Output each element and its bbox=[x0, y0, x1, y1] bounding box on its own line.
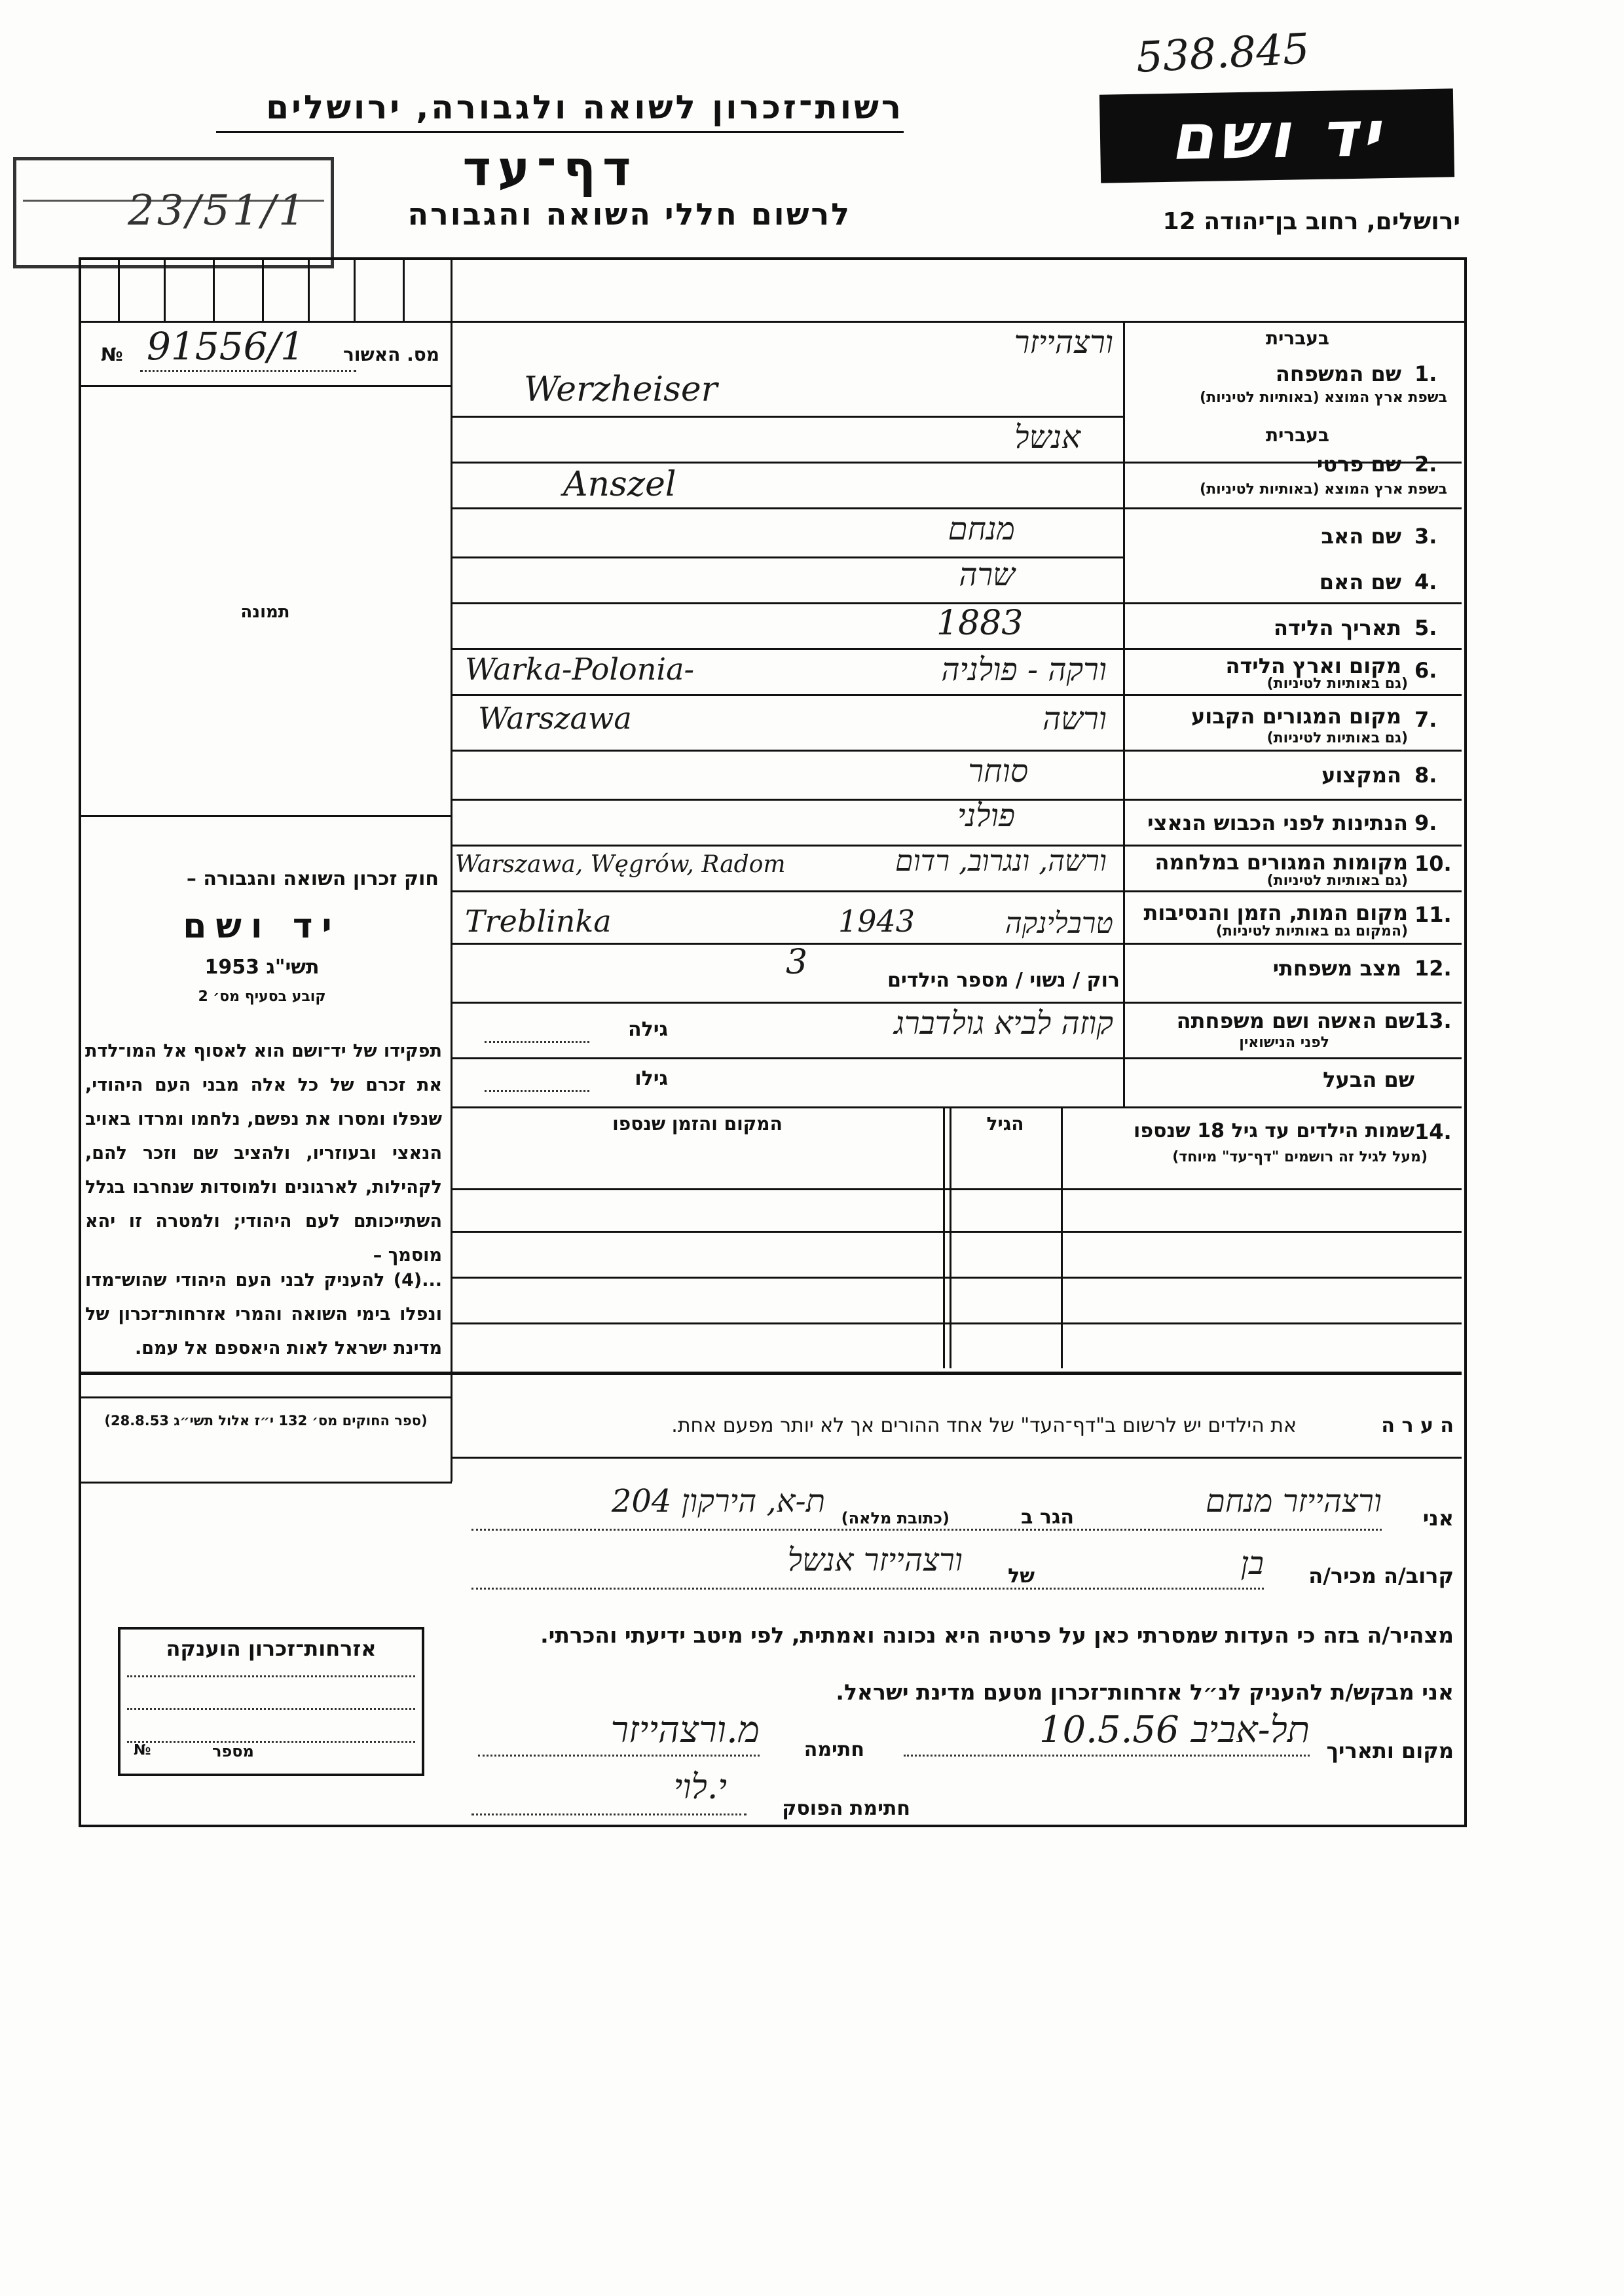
field-6-note: (גם באותיות לטיניות) bbox=[1266, 676, 1408, 692]
remark-text: את הילדים יש לרשום ב"דף־העד" של אחד ההורים אך לא יותר מפעם אחת. bbox=[671, 1414, 1297, 1437]
logo-text: יד ושם bbox=[1170, 97, 1384, 174]
law-year: תשי"ג 1953 bbox=[204, 956, 320, 979]
children-label: שמות הילדים עד גיל 18 שנספו bbox=[1134, 1120, 1414, 1142]
field-12-num: 12. bbox=[1414, 956, 1452, 981]
citizenship-box-number-label: מספר bbox=[212, 1742, 254, 1760]
logo bbox=[1099, 88, 1454, 183]
field-5-label: תאריך הלידה bbox=[1273, 615, 1401, 640]
request-text: אני מבקש/ת להעניק לנ״ל אזרחות־זכרון מטעם מדינת ישראל. bbox=[836, 1679, 1454, 1705]
signature-value: מ.ורצהייזר bbox=[610, 1709, 760, 1751]
field-11-num: 11. bbox=[1414, 902, 1452, 927]
field-1-note: בשפת ארץ המוצא (באותיות לטיניות) bbox=[1200, 390, 1447, 406]
field-13-age-label: גילה bbox=[628, 1018, 668, 1041]
approval-suffix: № bbox=[101, 344, 123, 365]
field-4-label: שם האם bbox=[1319, 570, 1401, 594]
law-name: יד ושם bbox=[183, 907, 341, 946]
archive-stamp bbox=[13, 157, 334, 268]
field-8-label: המקצוע bbox=[1321, 763, 1401, 788]
field-7-note: (גם באותיות לטיניות) bbox=[1266, 730, 1408, 746]
form-title: דף־עד bbox=[462, 141, 638, 197]
citizenship-box-title: אזרחות־זכרון הוענקה bbox=[166, 1636, 377, 1661]
approval-label: מס. האשור bbox=[343, 344, 439, 365]
field-2-value-latin: Anszel bbox=[563, 465, 676, 504]
field-2-num: 2. bbox=[1414, 452, 1437, 477]
field-2-lang: בעברית bbox=[1265, 424, 1329, 446]
field-10-value-latin: Warszawa, Węgrów, Radom bbox=[455, 851, 786, 878]
field-4-value: שרה bbox=[959, 556, 1015, 593]
field-12-value: 3 bbox=[786, 943, 808, 982]
field-7-label: מקום המגורים הקבוע bbox=[1190, 704, 1401, 729]
relation-value: בן bbox=[1240, 1545, 1264, 1582]
photo-label: תמונה bbox=[240, 602, 290, 622]
field-11-note: (המקום גם באותיות לטיניות) bbox=[1215, 923, 1408, 939]
field-2-value-he: אנשל bbox=[1014, 419, 1080, 456]
field-6-num: 6. bbox=[1414, 658, 1437, 683]
field-11-value-he: טרבלינקה bbox=[1005, 907, 1113, 940]
signature-label: חתימה bbox=[803, 1738, 864, 1761]
remark-label: ה ע ר ה bbox=[1381, 1414, 1454, 1437]
field-13-note: לפני הנישואין bbox=[1239, 1034, 1329, 1051]
field-10-label: מקומות המגורים במלחמה bbox=[1154, 850, 1408, 875]
declarant-resident-label: הגר ב bbox=[1021, 1506, 1074, 1529]
authority-underline bbox=[216, 131, 904, 133]
field-2-label: שם פרטי bbox=[1316, 452, 1401, 477]
field-8-value: סוחר bbox=[968, 753, 1028, 790]
law-text-1: תפקידו של יד־ושם הוא לאסוף אל המו־לדת את זכרם של כל אלה מבני העם היהודי, שנפלו ומסרו את נפשם, נלחמו ומרדו באויב הנאצי ובעוזריו, ולהציב שם וזכר להם, לקהילות, לארגונים ולמוסדות שנחרבו בגלל השתייכותם לעם היהודי; ולמטרה זו יהא מוסמך – bbox=[85, 1041, 442, 1266]
form-subtitle: לרשום חללי השואה והגבורה bbox=[407, 196, 851, 232]
field-1-num: 1. bbox=[1414, 361, 1437, 386]
field-9-value: פולני bbox=[957, 797, 1015, 834]
children-col-age: הגיל bbox=[986, 1113, 1024, 1135]
place-date-label: מקום ותאריך bbox=[1326, 1738, 1454, 1763]
field-11-value-latin: Treblinka bbox=[465, 903, 612, 939]
field-2-note: בשפת ארץ המוצא (באותיות לטיניות) bbox=[1200, 481, 1447, 498]
declarant-address-label: (כתובת מלאה) bbox=[841, 1509, 950, 1527]
approval-number: 91556/1 bbox=[147, 324, 304, 369]
field-1-value-latin: Werzheiser bbox=[524, 370, 718, 409]
field-7-value-he: ורשה bbox=[1043, 701, 1107, 737]
husband-age-label: גילו bbox=[635, 1067, 668, 1090]
field-11-label: מקום המות, הזמן והנסיבות bbox=[1143, 900, 1408, 925]
citizenship-box-no: № bbox=[134, 1742, 151, 1758]
field-12-extra: רוק / נשוי / מספר הילדים bbox=[887, 969, 1120, 992]
archive-number: 538.845 bbox=[1135, 25, 1311, 82]
relation-label: קרוב/ה מכיר/ה bbox=[1308, 1563, 1454, 1588]
field-1-label: שם המשפחה bbox=[1275, 361, 1401, 386]
of-name: ורצהייזר אנשל bbox=[787, 1542, 963, 1578]
field-10-note: (גם באותיות לטיניות) bbox=[1266, 873, 1408, 889]
authority-line: רשות־זכרון לשואה ולגבורה, ירושלים bbox=[266, 88, 904, 126]
field-1-value-he: ורצהייזר bbox=[1014, 324, 1113, 361]
field-13-value: קוזה לביא גולדברג bbox=[894, 1005, 1113, 1042]
husband-label: שם הבעל bbox=[1323, 1067, 1414, 1092]
children-num: 14. bbox=[1414, 1120, 1452, 1144]
field-6-value-latin: Warka-Polonia- bbox=[465, 651, 695, 687]
declarant-address: ת-א, הירקון 204 bbox=[611, 1483, 825, 1520]
field-10-num: 10. bbox=[1414, 851, 1452, 876]
law-citation: (ספר החוקים מס׳ 132 י״ז אלול תשי״ג 28.8.53) bbox=[104, 1413, 428, 1429]
field-6-label: מקום וארץ הלידה bbox=[1225, 653, 1401, 678]
field-12-label: מצב משפחתי bbox=[1272, 956, 1401, 981]
field-13-label: שם האשה ושם משפחתה bbox=[1176, 1008, 1414, 1033]
declarant-name: ורצהייזר מנחם bbox=[1206, 1483, 1382, 1520]
field-10-value-he: ורשה, ונגרוב, רדום bbox=[895, 845, 1107, 878]
field-11-value-year: 1943 bbox=[838, 903, 915, 939]
field-5-value: 1883 bbox=[936, 604, 1024, 643]
field-3-label: שם האב bbox=[1321, 524, 1401, 549]
children-note: (מעל לגיל זה רושמים "דף־עד" מיוחד) bbox=[1172, 1149, 1428, 1165]
declaration-text: מצהיר/ה בזה כי העדות שמסרתי כאן על פרטיה היא נכונה ואמתית, לפי מיטב ידיעתי והכרתי. bbox=[540, 1622, 1454, 1648]
field-4-num: 4. bbox=[1414, 570, 1437, 594]
field-9-label: הנתינות לפני הכבוש הנאצי bbox=[1147, 811, 1408, 835]
law-text-2: ...(4) להעניק לבני העם היהודי שהוש־מדו ונפלו בימי השואה והמרי אזרחות־זכרון של מדינת ישראל לאות היאספם אל עמם. bbox=[85, 1270, 442, 1358]
of-label: של bbox=[1008, 1565, 1035, 1588]
field-3-num: 3. bbox=[1414, 524, 1437, 549]
field-9-num: 9. bbox=[1414, 811, 1437, 835]
field-13-num: 13. bbox=[1414, 1008, 1452, 1033]
officer-signature: י.לוי bbox=[673, 1768, 727, 1807]
address: ירושלים, רחוב בן־יהודה 12 bbox=[1162, 208, 1460, 235]
field-3-value: מנחם bbox=[948, 511, 1015, 547]
approval-row bbox=[81, 324, 449, 383]
law-title: חוק זכרון השואה והגבורה – bbox=[186, 867, 439, 890]
field-1-lang: בעברית bbox=[1265, 327, 1329, 349]
stamp-number: 23/51/1 bbox=[128, 187, 308, 235]
field-8-num: 8. bbox=[1414, 763, 1437, 788]
field-7-num: 7. bbox=[1414, 707, 1437, 732]
declarant-i-label: אני bbox=[1422, 1506, 1454, 1531]
law-clause: קובע בסעיף מס׳ 2 bbox=[198, 989, 326, 1005]
citizenship-box bbox=[118, 1627, 424, 1776]
children-col-place: המקום והזמן שנספו bbox=[612, 1113, 783, 1135]
place-date-value: תל-אביב 10.5.56 bbox=[1039, 1709, 1310, 1751]
field-5-num: 5. bbox=[1414, 615, 1437, 640]
officer-label: חתימת הפוסק bbox=[782, 1797, 910, 1820]
field-6-value-he: ורקה - פולניה bbox=[941, 651, 1107, 688]
field-7-value-latin: Warszawa bbox=[478, 701, 632, 736]
